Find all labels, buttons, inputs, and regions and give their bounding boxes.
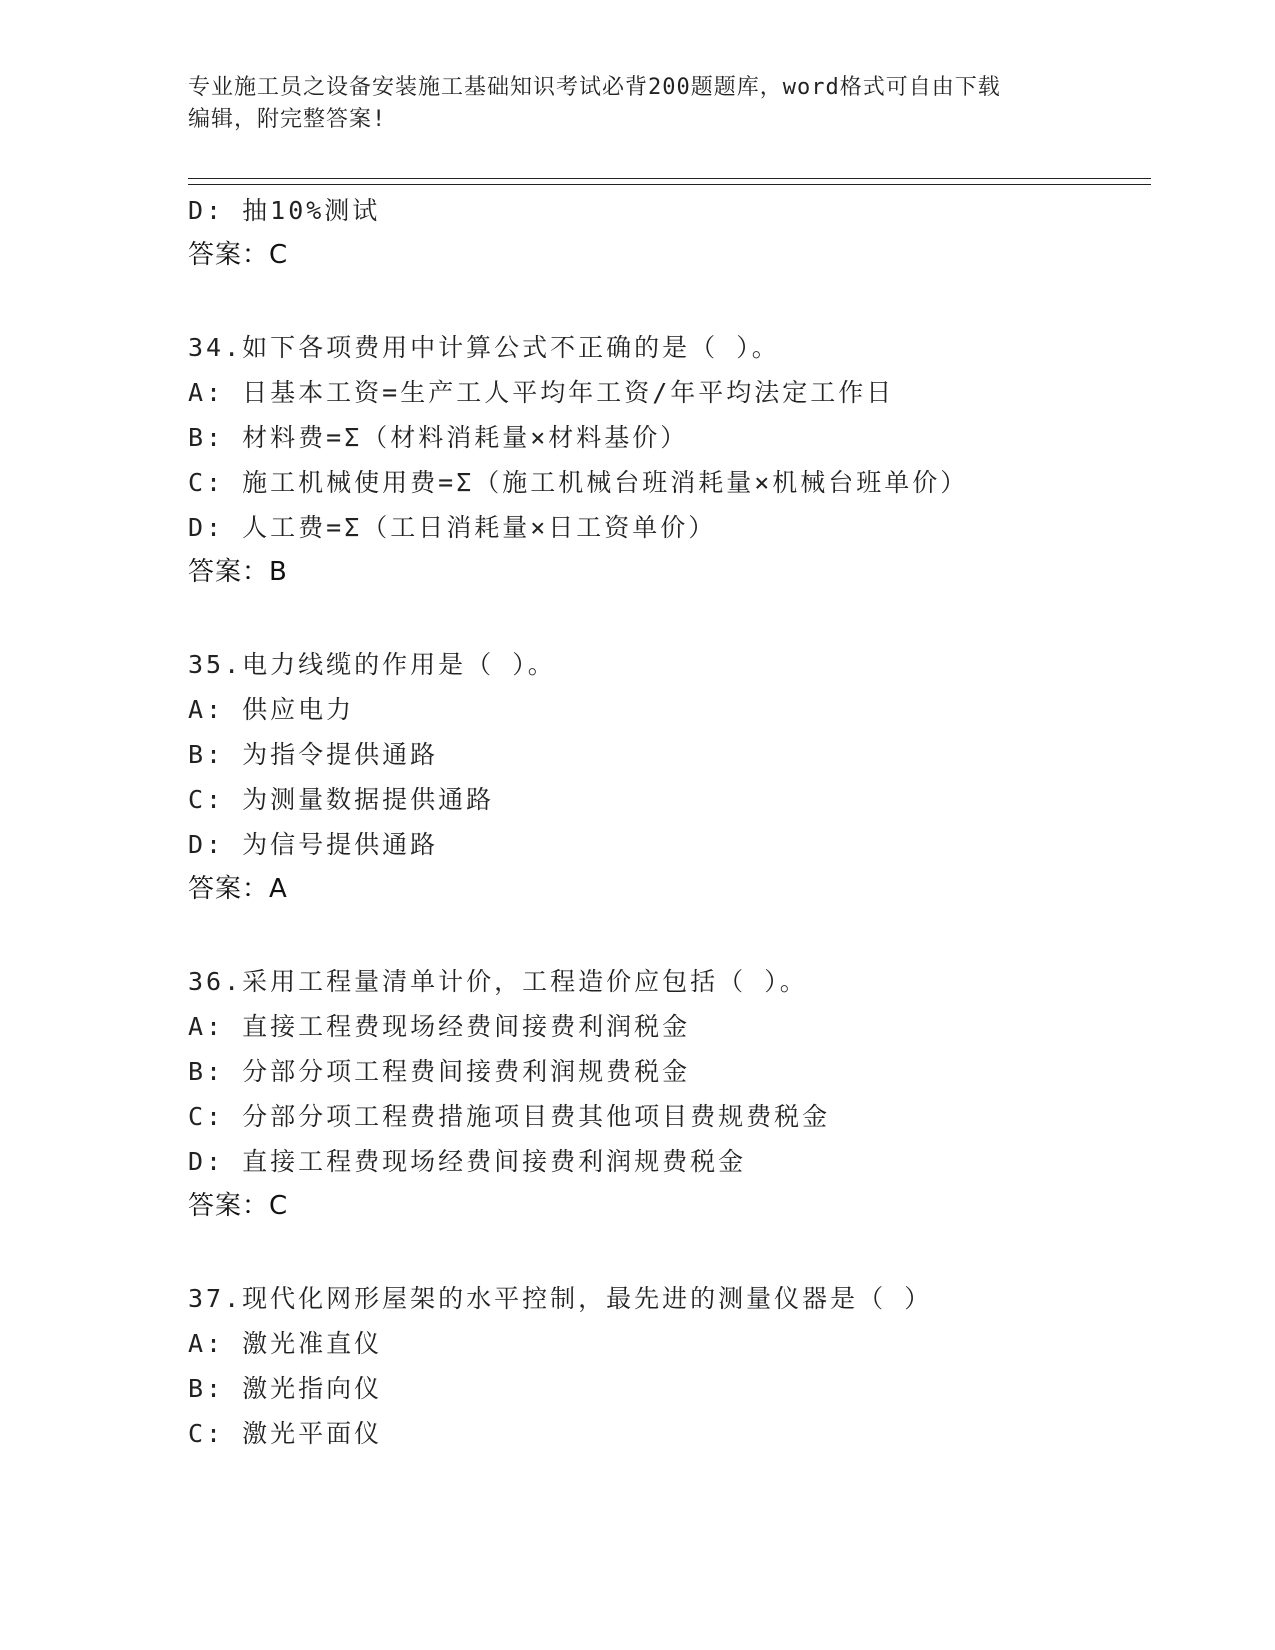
question-37-option-c: C: 激光平面仪	[188, 1419, 383, 1448]
question-35-option-a: A: 供应电力	[188, 695, 355, 724]
spacer	[188, 912, 1148, 959]
header-title-line-2: 编辑，附完整答案!	[188, 107, 387, 132]
document-header	[188, 72, 1088, 136]
question-36-stem: 36.采用工程量清单计价，工程造价应包括（ ）。	[188, 967, 808, 996]
question-36-option-a: A: 直接工程费现场经费间接费利润税金	[188, 1012, 691, 1041]
question-34-stem: 34.如下各项费用中计算公式不正确的是（ ）。	[188, 333, 780, 362]
question-34-answer: 答案：B	[188, 557, 288, 587]
question-35-option-b: B: 为指令提供通路	[188, 740, 439, 769]
header-divider-top	[188, 178, 1151, 179]
question-35-answer: 答案：A	[188, 874, 288, 904]
question-36-option-d: D: 直接工程费现场经费间接费利润规费税金	[188, 1147, 747, 1176]
spacer	[188, 595, 1148, 642]
header-divider-bottom	[188, 184, 1151, 185]
question-35-stem: 35.电力线缆的作用是（ ）。	[188, 650, 556, 679]
prev-question-option-d: D: 抽10%测试	[188, 196, 381, 225]
question-36-option-c: C: 分部分项工程费措施项目费其他项目费规费税金	[188, 1102, 831, 1131]
header-title-line-1: 专业施工员之设备安装施工基础知识考试必背200题题库，word格式可自由下载	[188, 75, 1001, 100]
question-35-option-c: C: 为测量数据提供通路	[188, 785, 495, 814]
question-34-option-c: C: 施工机械使用费=Σ（施工机械台班消耗量×机械台班单价）	[188, 468, 969, 497]
spacer	[188, 278, 1148, 325]
question-36-option-b: B: 分部分项工程费间接费利润规费税金	[188, 1057, 691, 1086]
question-34-option-d: D: 人工费=Σ（工日消耗量×日工资单价）	[188, 513, 717, 542]
question-37-stem: 37.现代化网形屋架的水平控制，最先进的测量仪器是（ ）	[188, 1284, 933, 1313]
question-list	[188, 188, 1148, 1456]
prev-question-answer: 答案：C	[188, 240, 289, 270]
question-37-option-b: B: 激光指向仪	[188, 1374, 383, 1403]
question-34-option-b: B: 材料费=Σ（材料消耗量×材料基价）	[188, 423, 689, 452]
question-37-option-a: A: 激光准直仪	[188, 1329, 383, 1358]
question-36-answer: 答案：C	[188, 1191, 289, 1221]
spacer	[188, 1229, 1148, 1276]
question-35-option-d: D: 为信号提供通路	[188, 830, 439, 859]
question-34-option-a: A: 日基本工资=生产工人平均年工资/年平均法定工作日	[188, 378, 895, 407]
